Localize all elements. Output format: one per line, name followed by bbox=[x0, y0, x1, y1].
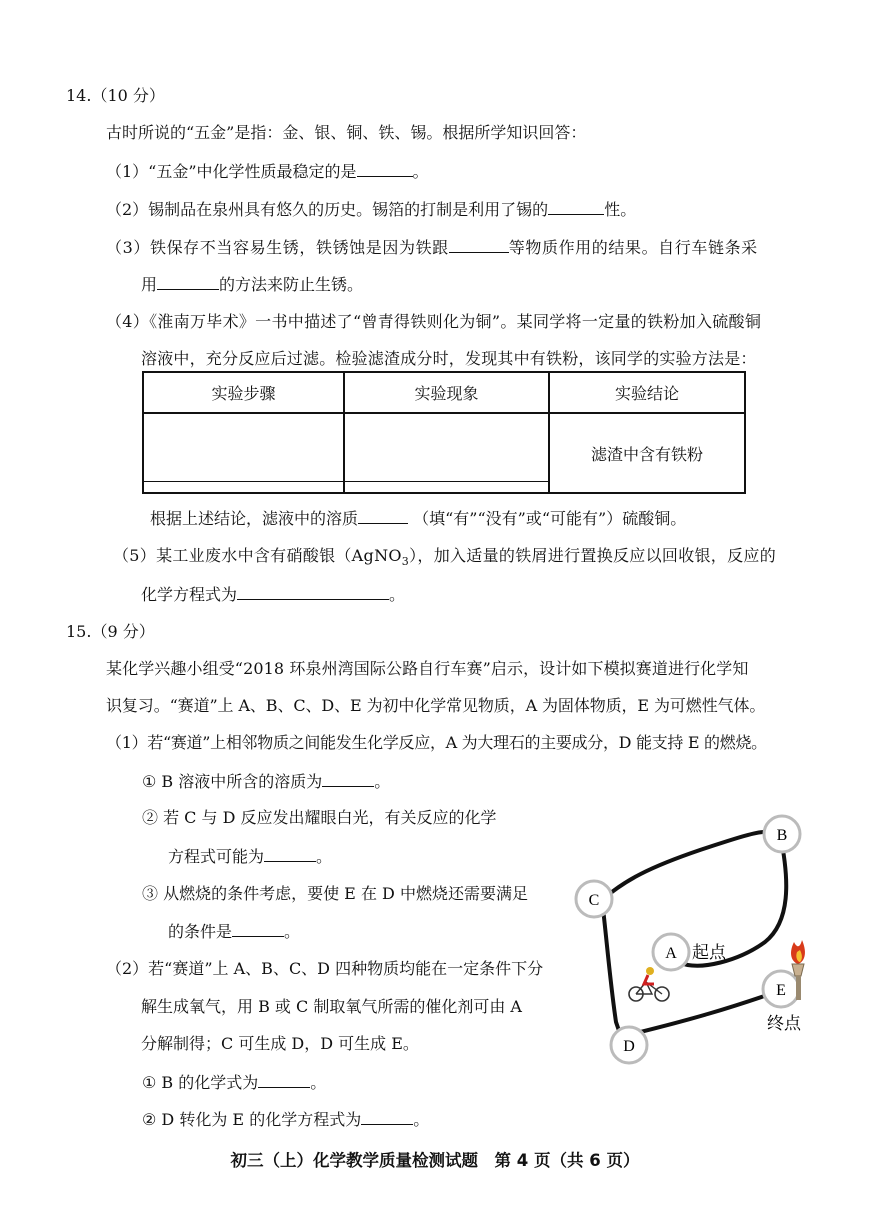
answer-blank[interactable] bbox=[237, 583, 389, 600]
q14-part1 bbox=[106, 160, 429, 183]
q14-header: 14.（10 分） bbox=[66, 86, 165, 105]
q14-part2-text: （2）锡制品在泉州具有悠久的历史。锡箔的打制是利用了锡的 bbox=[106, 200, 549, 219]
q14-part1-text: （1）“五金”中化学性质最稳定的是 bbox=[106, 162, 357, 181]
q14-part5-text2: ），加入适量的铁屑进行置换反应以回收银，反应的 bbox=[409, 546, 777, 565]
table-cell-phenomenon-blank[interactable] bbox=[344, 413, 549, 493]
q14-part4-filtrate bbox=[150, 507, 686, 530]
experiment-table bbox=[142, 371, 746, 494]
table-header-phenomenon: 实验现象 bbox=[344, 372, 549, 413]
page-footer: 初三（上）化学教学质量检测试题 第 4 页（共 6 页） bbox=[230, 1151, 640, 1170]
answer-blank[interactable] bbox=[357, 160, 413, 177]
q14-part5-text3: 化学方程式为 bbox=[141, 585, 238, 604]
q15-part2-cont2: 分解制得；C 可生成 D，D 可生成 E。 bbox=[141, 1034, 419, 1053]
q15-intro2: 识复习。“赛道”上 A、B、C、D、E 为初中化学常见物质，A 为固体物质，E 为可燃性气体。 bbox=[106, 696, 766, 715]
answer-blank[interactable] bbox=[548, 198, 604, 215]
q14-part3-text4: 的方法来防止生锈。 bbox=[219, 275, 364, 294]
q14-part3 bbox=[106, 236, 758, 259]
q15-part2: （2）若“赛道”上 A、B、C、D 四种物质均能在一定条件下分 bbox=[106, 959, 544, 978]
table-cell-conclusion: 滤渣中含有铁粉 bbox=[549, 413, 745, 493]
q15-part2-2-end: 。 bbox=[413, 1110, 430, 1129]
q14-part2-end: 性。 bbox=[604, 200, 637, 219]
q15-part1-3-cont bbox=[168, 920, 300, 943]
q14-part1-end: 。 bbox=[412, 162, 429, 181]
q15-intro1: 某化学兴趣小组受“2018 环泉州湾国际公路自行车赛”启示，设计如下模拟赛道进行化学知 bbox=[106, 659, 749, 678]
q14-part3-text2: 等物质作用的结果。自行车链条采 bbox=[508, 238, 758, 257]
answer-blank[interactable] bbox=[322, 770, 374, 787]
q15-part1-1-text: ① B 溶液中所含的溶质为 bbox=[142, 772, 323, 791]
q14-part5-cont bbox=[141, 583, 405, 606]
q14-part3-text: （3）铁保存不当容易生锈，铁锈蚀是因为铁跟 bbox=[106, 238, 449, 257]
q14-part2 bbox=[106, 198, 636, 221]
node-a bbox=[653, 934, 689, 970]
answer-blank[interactable] bbox=[358, 507, 408, 524]
q15-header: 15.（9 分） bbox=[66, 622, 155, 641]
node-b-label: B bbox=[776, 827, 788, 844]
answer-blank[interactable] bbox=[258, 1071, 310, 1088]
q15-part2-cont1: 解生成氧气，用 B 或 C 制取氧气所需的催化剂可由 A bbox=[141, 997, 522, 1016]
node-d bbox=[611, 1027, 647, 1063]
node-c-label: C bbox=[588, 892, 600, 909]
bicycle-rider-icon bbox=[629, 967, 669, 1001]
q15-part2-1 bbox=[142, 1071, 326, 1094]
q14-part5 bbox=[113, 545, 776, 573]
q15-part1-1 bbox=[142, 770, 390, 793]
answer-blank[interactable] bbox=[157, 273, 219, 290]
q14-part4-text2: （填“有”“没有”或“可能有”）硫酸铜。 bbox=[413, 509, 687, 528]
answer-blank[interactable] bbox=[361, 1108, 413, 1125]
answer-blank[interactable] bbox=[449, 236, 509, 253]
start-label: 起点 bbox=[692, 943, 726, 963]
node-e-label: E bbox=[776, 982, 786, 999]
answer-blank[interactable] bbox=[232, 920, 284, 937]
node-e bbox=[763, 971, 799, 1007]
table-cell-step-blank[interactable] bbox=[143, 413, 344, 493]
q14-part5-text: （5）某工业废水中含有硝酸银（AgNO bbox=[113, 546, 402, 565]
q15-part1-2-text: 方程式可能为 bbox=[168, 847, 265, 866]
q14-part4-cont: 溶液中，充分反应后过滤。检验滤渣成分时，发现其中有铁粉，该同学的实验方法是： bbox=[141, 349, 757, 368]
q15-part1-2: ② 若 C 与 D 反应发出耀眼白光，有关反应的化学 bbox=[142, 808, 497, 827]
q15-part1-2-cont bbox=[168, 845, 332, 868]
node-d-label: D bbox=[623, 1038, 635, 1055]
q15-part2-1-text: ① B 的化学式为 bbox=[142, 1073, 259, 1092]
q14-part4-text: 根据上述结论，滤液中的溶质 bbox=[150, 509, 359, 528]
q14-part5-subscript: 3 bbox=[401, 555, 410, 569]
q14-part4: （4）《淮南万毕术》一书中描述了“曾青得铁则化为铜”。某同学将一定量的铁粉加入硫酸铜 bbox=[106, 312, 762, 331]
q15-part1-3-text: 的条件是 bbox=[168, 922, 233, 941]
node-b bbox=[764, 816, 800, 852]
q15-part2-2 bbox=[142, 1108, 429, 1131]
answer-blank[interactable] bbox=[264, 845, 316, 862]
q15-part2-2-text: ② D 转化为 E 的化学方程式为 bbox=[142, 1110, 362, 1129]
end-label: 终点 bbox=[767, 1014, 801, 1034]
q14-part5-text4: 。 bbox=[389, 585, 406, 604]
track-line-finish bbox=[632, 992, 776, 1034]
q15-part1-1-end: 。 bbox=[374, 772, 391, 791]
node-a-label: A bbox=[665, 945, 677, 962]
q15-part1-3-end: 。 bbox=[284, 922, 301, 941]
q14-part3-text3: 用 bbox=[141, 275, 158, 294]
q14-part3-cont bbox=[141, 273, 363, 296]
table-header-step: 实验步骤 bbox=[143, 372, 344, 413]
node-c bbox=[576, 881, 612, 917]
q15-part1-2-end: 。 bbox=[316, 847, 333, 866]
q15-part2-1-end: 。 bbox=[310, 1073, 327, 1092]
table-header-conclusion: 实验结论 bbox=[549, 372, 745, 413]
q15-part1: （1）若“赛道”上相邻物质之间能发生化学反应，A 为大理石的主要成分，D 能支持 E 的燃烧。 bbox=[106, 733, 767, 752]
q15-part1-3: ③ 从燃烧的条件考虑，要使 E 在 D 中燃烧还需要满足 bbox=[142, 884, 528, 903]
q14-intro: 古时所说的“五金”是指：金、银、铜、铁、锡。根据所学知识回答： bbox=[106, 123, 587, 142]
race-track-diagram bbox=[570, 812, 820, 1077]
